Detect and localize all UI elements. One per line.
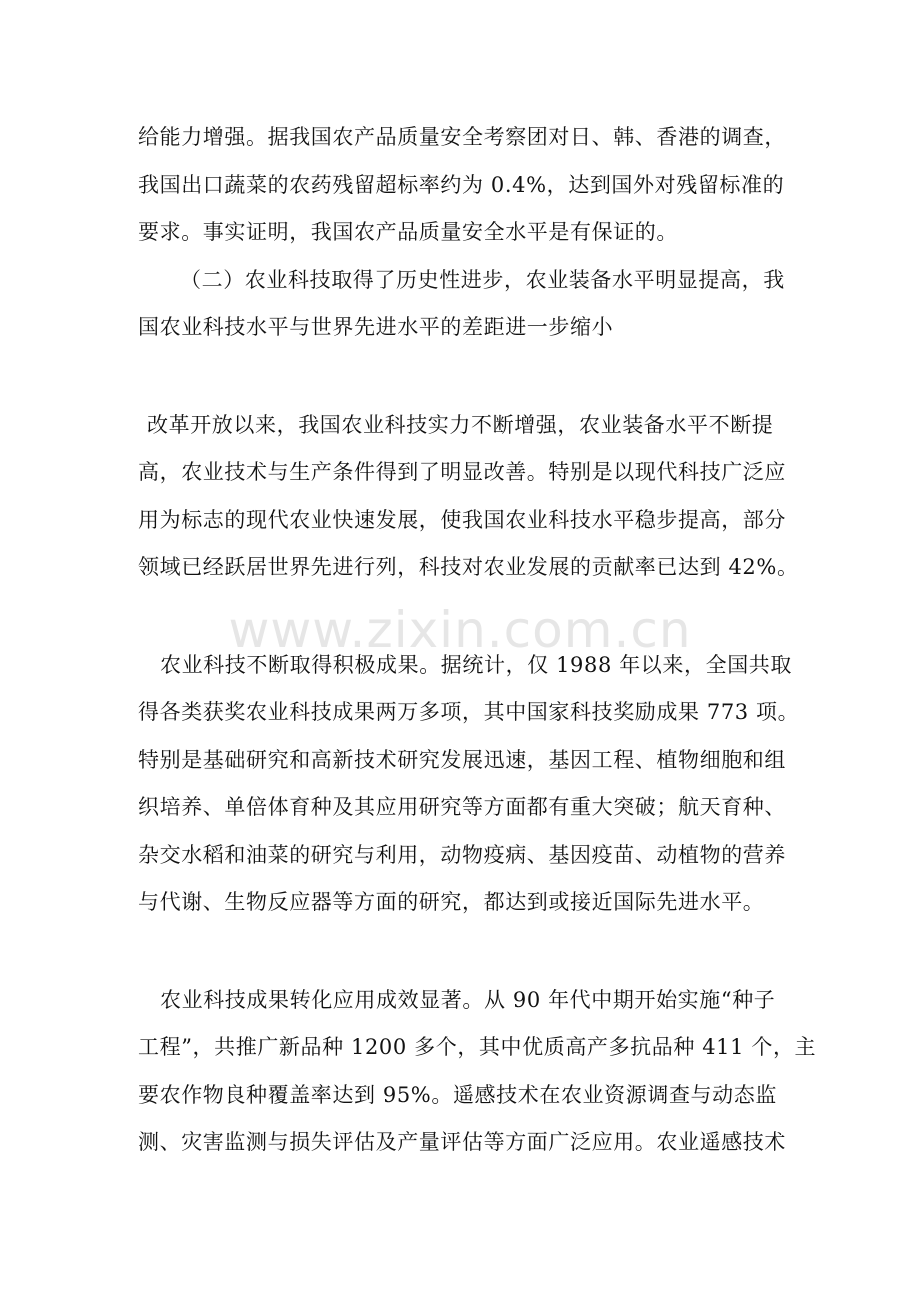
paragraph-1-line-2: 我国出口蔬菜的农药残留超标率约为 0.4%，达到国外对残留标准的 — [138, 173, 785, 197]
paragraph-3-line-1: 改革开放以来，我国农业科技实力不断增强，农业装备水平不断提 — [147, 413, 774, 437]
watermark: www.zixin.com.cn — [228, 601, 692, 659]
paragraph-3-line-4: 领域已经跃居世界先进行列，科技对农业发展的贡献率已达到 42%。 — [138, 555, 799, 579]
paragraph-4-line-4: 织培养、单倍体育种及其应用研究等方面都有重大突破；航天育种、 — [138, 795, 786, 819]
paragraph-4-line-6: 与代谢、生物反应器等方面的研究，都达到或接近国际先进水平。 — [138, 890, 765, 914]
paragraph-4-line-3: 特别是基础研究和高新技术研究发展迅速，基因工程、植物细胞和组 — [138, 748, 786, 772]
section-heading-line-1: （二）农业科技取得了历史性进步，农业装备水平明显提高，我 — [180, 268, 785, 292]
paragraph-3-line-3: 用为标志的现代农业快速发展，使我国农业科技水平稳步提高，部分 — [138, 508, 786, 532]
paragraph-1-line-3: 要求。事实证明，我国农产品质量安全水平是有保证的。 — [138, 220, 678, 244]
paragraph-5-line-4: 测、灾害监测与损失评估及产量评估等方面广泛应用。农业遥感技术 — [138, 1130, 786, 1154]
paragraph-5-line-2: 工程”，共推广新品种 1200 多个，其中优质高产多抗品种 411 个，主 — [138, 1035, 817, 1059]
paragraph-5-line-1: 农业科技成果转化应用成效显著。从 90 年代中期开始实施“种子 — [160, 988, 776, 1012]
paragraph-3-line-2: 高，农业技术与生产条件得到了明显改善。特别是以现代科技广泛应 — [138, 460, 786, 484]
paragraph-4-line-1: 农业科技不断取得积极成果。据统计，仅 1988 年以来，全国共取 — [160, 653, 792, 677]
paragraph-5-line-3: 要农作物良种覆盖率达到 95%。遥感技术在农业资源调查与动态监 — [138, 1083, 777, 1107]
paragraph-1-line-1: 给能力增强。据我国农产品质量安全考察团对日、韩、香港的调查， — [138, 125, 786, 149]
paragraph-4-line-5: 杂交水稻和油菜的研究与利用，动物疫病、基因疫苗、动植物的营养 — [138, 843, 786, 867]
paragraph-4-line-2: 得各类获奖农业科技成果两万多项，其中国家科技奖励成果 773 项。 — [138, 700, 800, 724]
section-heading-line-2: 国农业科技水平与世界先进水平的差距进一步缩小 — [138, 315, 614, 339]
